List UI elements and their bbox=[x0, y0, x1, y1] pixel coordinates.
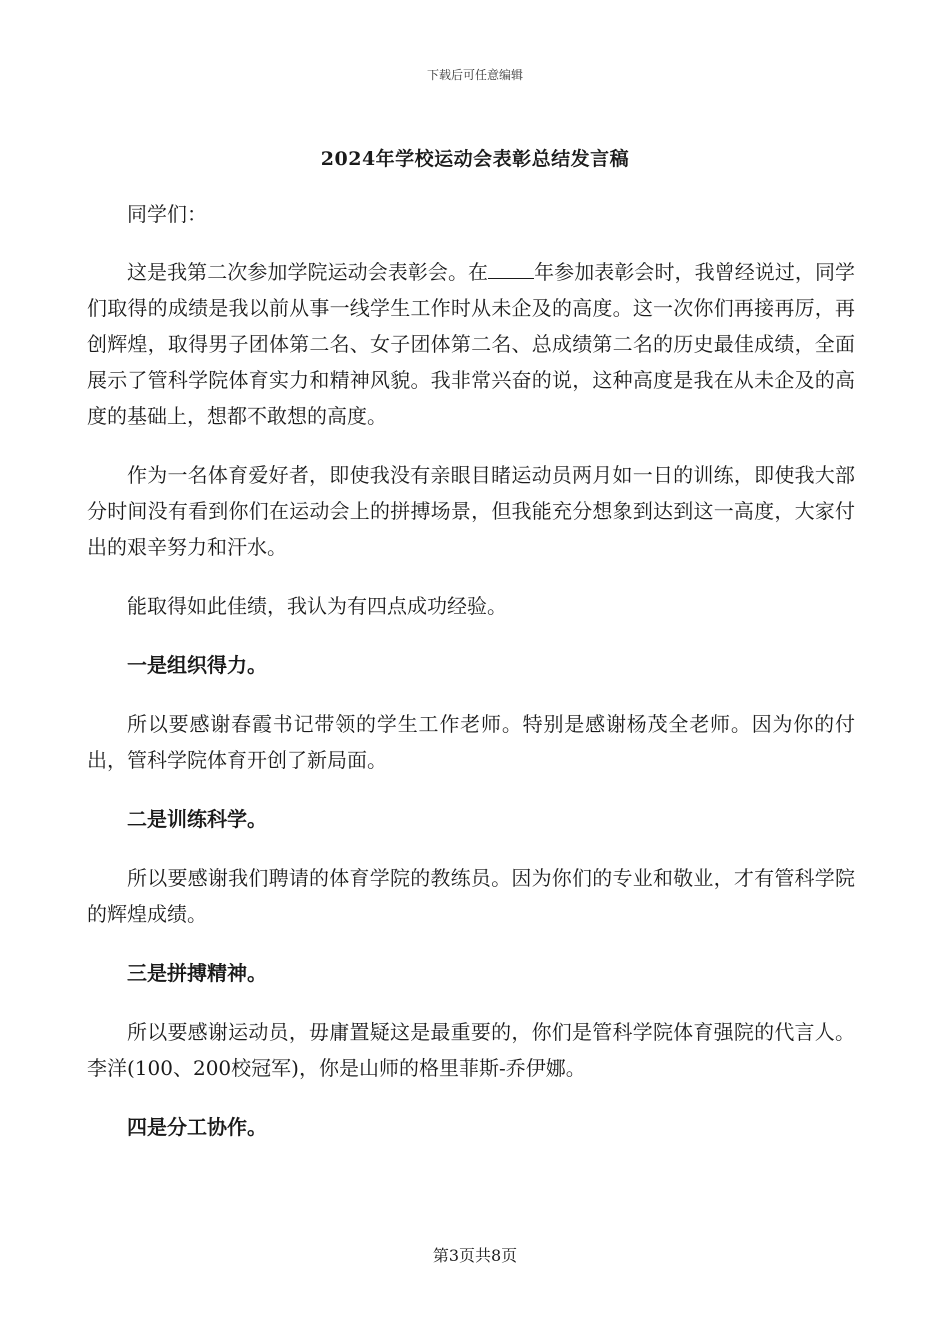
paragraph-1-part-1: 这是我第二次参加学院运动会表彰会。在 bbox=[127, 260, 489, 284]
heading-4: 四是分工协作。 bbox=[127, 1115, 267, 1139]
paragraph-2: 作为一名体育爱好者，即使我没有亲眼目睹运动员两月如一日的训练，即使我大部分时间没有看到你们在运动会上的拼搏场景，但我能充分想象到达到这一高度，大家付出的艰辛努力和汗水。 bbox=[87, 463, 855, 559]
document-body bbox=[87, 196, 855, 1145]
paragraph-4: 所以要感谢春霞书记带领的学生工作老师。特别是感谢杨茂全老师。因为你的付出，管科学院体育开创了新局面。 bbox=[87, 712, 855, 772]
page-footer: 第3页共8页 bbox=[432, 1246, 518, 1265]
paragraph-3: 能取得如此佳绩，我认为有四点成功经验。 bbox=[127, 594, 507, 618]
heading-2: 二是训练科学。 bbox=[127, 807, 267, 831]
header-note: 下载后可任意编辑 bbox=[426, 68, 523, 82]
paragraph-1 bbox=[87, 254, 855, 434]
paragraph-5: 所以要感谢我们聘请的体育学院的教练员。因为你们的专业和敬业，才有管科学院的辉煌成绩。 bbox=[87, 866, 855, 926]
heading-1: 一是组织得力。 bbox=[127, 653, 267, 677]
blank-underline bbox=[488, 260, 534, 279]
paragraph-6: 所以要感谢运动员，毋庸置疑这是最重要的，你们是管科学院体育强院的代言人。李洋(100、200校冠军)，你是山师的格里菲斯-乔伊娜。 bbox=[87, 1020, 855, 1080]
heading-3: 三是拼搏精神。 bbox=[127, 961, 267, 985]
page-title: 2024年学校运动会表彰总结发言稿 bbox=[320, 148, 630, 170]
salutation: 同学们： bbox=[127, 202, 207, 226]
paragraph-1-part-2: 年参加表彰会时，我曾经说过，同学们取得的成绩是我以前从事一线学生工作时从未企及的高度。这一次你们再接再厉，再创辉煌，取得男子团体第二名、女子团体第二名、总成绩第二名的历史最佳成绩，全面展示了管科学院体育实力和精神风貌。我非常兴奋的说，这种高度是我在从未企及的高度的基础上，想都不敢想的高度。 bbox=[87, 260, 856, 428]
